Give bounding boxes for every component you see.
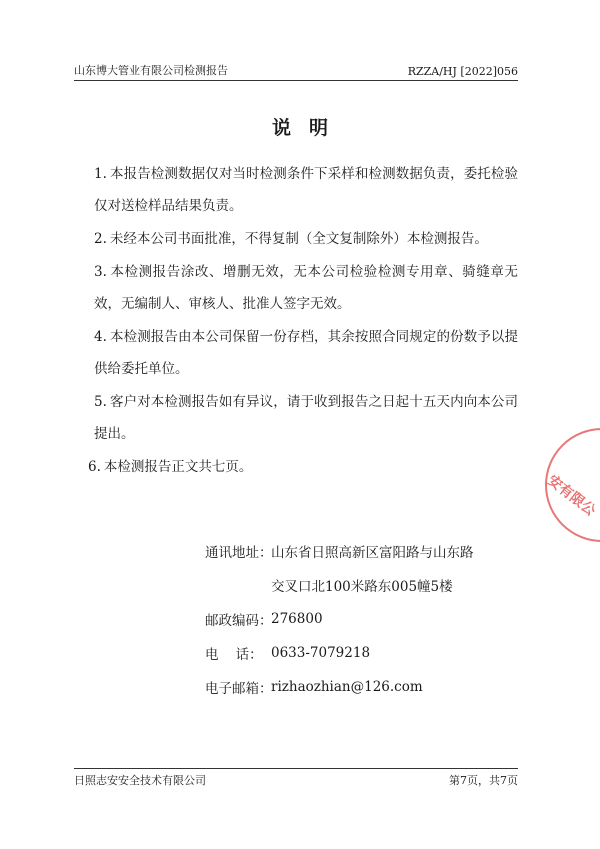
header-report-number: RZZA/HJ [2022]056 (407, 65, 518, 78)
note-item-6 (88, 451, 518, 483)
phone-row (205, 636, 474, 670)
header-divider (74, 80, 518, 81)
note-number: 2. (94, 231, 107, 247)
notes-list (88, 158, 518, 484)
page-title: 说明 (271, 117, 346, 139)
address-value-line2: 交叉口北100米路东005幢5楼 (271, 579, 453, 595)
note-number: 3. (94, 264, 107, 280)
address-row (205, 534, 474, 568)
footer-company: 日照志安安全技术有限公司 (74, 774, 206, 787)
postal-label: 邮政编码： (205, 613, 273, 629)
note-text: 客户对本检测报告如有异议，请于收到报告之日起十五天内向本公司提出。 (94, 394, 518, 442)
email-row (205, 670, 474, 704)
note-item-3 (94, 256, 518, 320)
header-company: 山东博大管业有限公司检测报告 (74, 64, 228, 77)
address-value-line1: 山东省日照高新区富阳路与山东路 (271, 545, 474, 561)
seal-text: 安有限公 (544, 472, 599, 520)
address-label: 通讯地址： (205, 545, 273, 561)
address-row-continued (205, 568, 474, 602)
note-text: 未经本公司书面批准，不得复制（全文复制除外）本检测报告。 (109, 231, 488, 247)
note-item-2 (94, 223, 518, 255)
phone-label: 电 话： (205, 647, 263, 663)
note-text: 本检测报告由本公司保留一份存档，其余按照合同规定的份数予以提供给委托单位。 (94, 329, 518, 377)
footer-page-number: 第7页，共7页 (449, 774, 518, 787)
postal-value: 276800 (271, 611, 323, 627)
note-text: 本报告检测数据仅对当时检测条件下采样和检测数据负责，委托检验仅对送检样品结果负责。 (94, 166, 518, 214)
note-text: 本检测报告涂改、增删无效，无本公司检验检测专用章、骑缝章无效，无编制人、审核人、批准人签字无效。 (94, 264, 518, 312)
note-number: 5. (94, 394, 107, 410)
email-label: 电子邮箱： (205, 681, 273, 697)
page-footer (74, 772, 518, 788)
note-number: 4. (94, 329, 107, 345)
email-value: rizhaozhian@126.com (271, 679, 423, 695)
postal-row (205, 602, 474, 636)
note-text: 本检测报告正文共七页。 (103, 459, 253, 475)
note-number: 1. (94, 166, 107, 182)
phone-value: 0633-7079218 (271, 645, 371, 661)
contact-info (205, 534, 474, 704)
note-item-5 (94, 386, 518, 450)
page-header (74, 60, 518, 78)
note-number: 6. (88, 459, 101, 475)
footer-divider (74, 768, 518, 769)
note-item-1 (94, 158, 518, 222)
note-item-4 (94, 321, 518, 385)
